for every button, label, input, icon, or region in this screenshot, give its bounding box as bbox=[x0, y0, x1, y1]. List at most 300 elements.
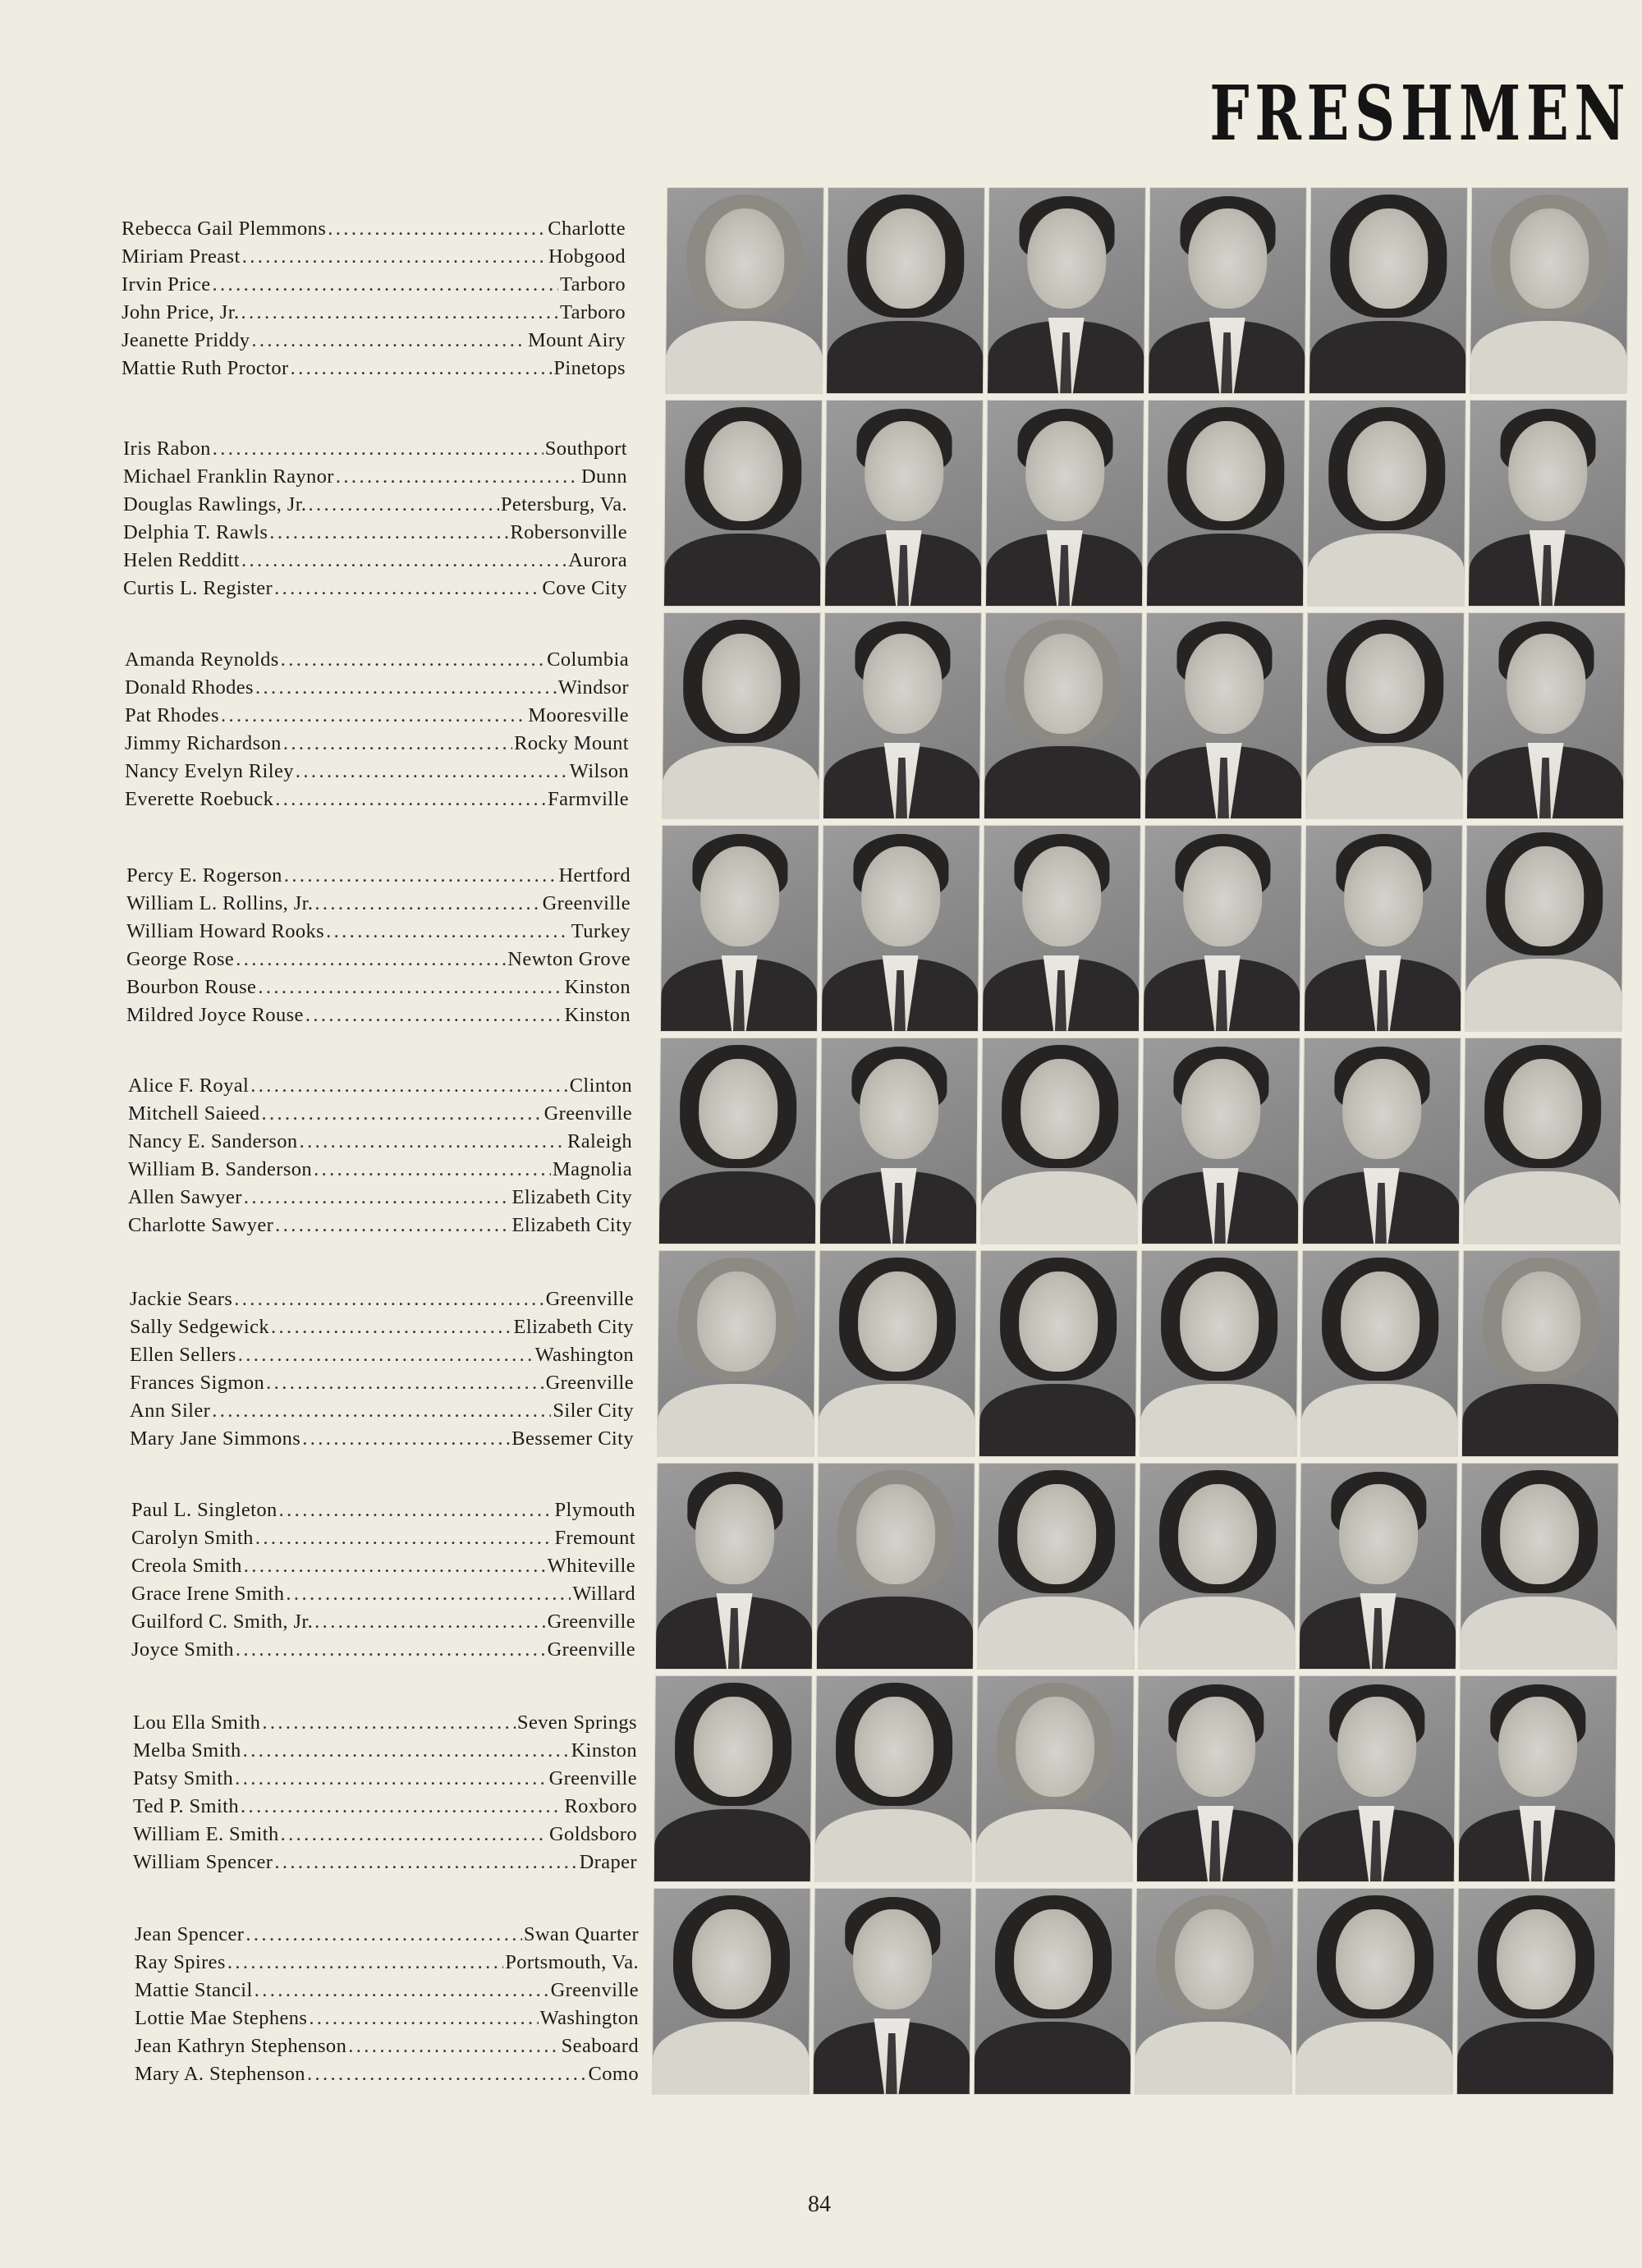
student-name: Irvin Price bbox=[122, 273, 211, 296]
name-entry bbox=[122, 327, 626, 355]
student-name: Paul L. Singleton bbox=[131, 1499, 277, 1521]
portrait-face bbox=[1507, 634, 1586, 734]
name-entry bbox=[133, 1793, 637, 1821]
name-entry bbox=[122, 299, 626, 327]
portrait-face bbox=[1342, 1059, 1422, 1159]
portrait-face bbox=[1346, 634, 1425, 734]
dot-leader bbox=[213, 435, 544, 463]
student-name: William Spencer bbox=[133, 1851, 273, 1873]
name-entry bbox=[126, 862, 631, 890]
portrait-photo bbox=[662, 612, 821, 819]
student-name: Mary Jane Simmons bbox=[130, 1427, 301, 1450]
name-entry bbox=[130, 1285, 634, 1313]
portrait-face bbox=[694, 1697, 773, 1797]
portrait-photo bbox=[1144, 612, 1304, 819]
name-entry bbox=[133, 1765, 637, 1793]
hometown: Columbia bbox=[547, 648, 629, 671]
name-entry bbox=[126, 946, 631, 974]
dot-leader bbox=[279, 1496, 553, 1524]
name-entry bbox=[131, 1496, 635, 1524]
portrait-shoulders bbox=[654, 1809, 811, 1882]
name-entry bbox=[131, 1580, 635, 1608]
hometown: Whiteville bbox=[547, 1555, 635, 1577]
portrait-shoulders bbox=[659, 1171, 816, 1244]
portrait-face bbox=[1027, 208, 1107, 309]
student-name: Ann Siler bbox=[130, 1400, 211, 1422]
student-name: Miriam Preast bbox=[122, 245, 241, 268]
hometown: Plymouth bbox=[554, 1499, 635, 1521]
portrait-face bbox=[855, 1697, 934, 1797]
name-entry bbox=[135, 1977, 639, 2005]
portrait-shoulders bbox=[981, 1171, 1138, 1244]
name-entry bbox=[122, 243, 626, 271]
portrait-face bbox=[866, 208, 946, 309]
portrait-face bbox=[692, 1909, 772, 2009]
portrait-face bbox=[1186, 421, 1266, 521]
portrait-photo bbox=[1307, 400, 1466, 607]
hometown: Seaboard bbox=[561, 2035, 639, 2057]
hometown: Draper bbox=[579, 1851, 637, 1873]
portrait-photo bbox=[1463, 1038, 1622, 1244]
hometown: Windsor bbox=[557, 676, 629, 699]
student-name: Nancy Evelyn Riley bbox=[125, 760, 294, 782]
dot-leader bbox=[266, 1369, 544, 1397]
student-name: William Howard Rooks bbox=[126, 920, 325, 942]
student-name: Joyce Smith bbox=[131, 1638, 234, 1661]
portrait-face bbox=[1024, 634, 1103, 734]
portrait-photo bbox=[654, 1675, 813, 1882]
hometown: Turkey bbox=[571, 920, 631, 942]
student-name: Mattie Ruth Proctor bbox=[122, 357, 289, 379]
portrait-shoulders bbox=[1296, 2022, 1453, 2095]
student-name: Carolyn Smith bbox=[131, 1527, 254, 1549]
hometown: Tarboro bbox=[560, 301, 626, 323]
name-entry bbox=[135, 1949, 639, 1977]
dot-leader bbox=[241, 1793, 562, 1821]
portrait-shoulders bbox=[1457, 2022, 1614, 2095]
name-entry bbox=[123, 519, 627, 547]
dot-leader bbox=[286, 1580, 571, 1608]
name-entry bbox=[131, 1552, 635, 1580]
portrait-photo bbox=[660, 825, 819, 1032]
dot-leader bbox=[308, 491, 498, 519]
student-name: Iris Rabon bbox=[123, 438, 211, 460]
portrait-shoulders bbox=[653, 2022, 810, 2095]
hometown: Como bbox=[588, 2063, 639, 2085]
name-entry bbox=[125, 786, 629, 813]
dot-leader bbox=[283, 730, 512, 758]
portrait-shoulders bbox=[1309, 321, 1466, 394]
student-name: Jimmy Richardson bbox=[125, 732, 282, 754]
name-group bbox=[130, 1285, 634, 1453]
student-name: Douglas Rawlings, Jr. bbox=[123, 493, 307, 515]
dot-leader bbox=[242, 243, 547, 271]
hometown: Kinston bbox=[571, 1739, 637, 1762]
student-name: Guilford C. Smith, Jr. bbox=[131, 1611, 314, 1633]
hometown: Raleigh bbox=[566, 1130, 632, 1152]
dot-leader bbox=[255, 1524, 553, 1552]
portrait-photo bbox=[1143, 825, 1302, 1032]
name-entry bbox=[123, 463, 627, 491]
hometown: Greenville bbox=[544, 1102, 632, 1125]
hometown: Clinton bbox=[569, 1074, 632, 1097]
portrait-photo bbox=[1146, 400, 1305, 607]
dot-leader bbox=[314, 1608, 545, 1636]
portrait-face bbox=[1508, 421, 1588, 521]
hometown: Hertford bbox=[558, 864, 631, 887]
portrait-shoulders bbox=[1301, 1384, 1458, 1457]
portrait-photo bbox=[814, 1675, 974, 1882]
dot-leader bbox=[258, 974, 562, 1001]
portrait-shoulders bbox=[666, 321, 823, 394]
dot-leader bbox=[262, 1709, 516, 1737]
portrait-face bbox=[1337, 1697, 1417, 1797]
portrait-face bbox=[1180, 1271, 1259, 1372]
page-number: 84 bbox=[808, 2192, 831, 2217]
portrait-photo bbox=[1466, 612, 1626, 819]
portrait-face bbox=[1022, 846, 1102, 946]
dot-leader bbox=[336, 463, 580, 491]
student-name: Donald Rhodes bbox=[125, 676, 254, 699]
portrait-face bbox=[853, 1909, 933, 2009]
name-group bbox=[128, 1072, 632, 1239]
name-entry bbox=[133, 1709, 637, 1737]
hometown: Roxboro bbox=[564, 1795, 637, 1817]
portrait-shoulders bbox=[1139, 1597, 1296, 1670]
dot-leader bbox=[227, 1949, 503, 1977]
hometown: Aurora bbox=[568, 549, 627, 571]
name-group bbox=[126, 862, 631, 1029]
hometown: Tarboro bbox=[560, 273, 626, 296]
student-name: William B. Sanderson bbox=[128, 1158, 313, 1180]
student-name: Delphia T. Rawls bbox=[123, 521, 268, 543]
student-name: Jeanette Priddy bbox=[122, 329, 250, 351]
student-name: Ray Spires bbox=[135, 1951, 226, 1973]
name-entry bbox=[128, 1184, 632, 1212]
portrait-face bbox=[1339, 1484, 1419, 1584]
student-name: Jean Spencer bbox=[135, 1923, 245, 1945]
dot-leader bbox=[291, 355, 553, 383]
dot-leader bbox=[221, 702, 526, 730]
name-entry bbox=[133, 1821, 637, 1849]
portrait-face bbox=[1505, 846, 1585, 946]
hometown: Greenville bbox=[547, 1611, 635, 1633]
portrait-face bbox=[1183, 846, 1263, 946]
name-entry bbox=[131, 1636, 635, 1664]
portrait-face bbox=[702, 634, 782, 734]
dot-leader bbox=[238, 1341, 534, 1369]
name-entry bbox=[130, 1341, 634, 1369]
portrait-photo bbox=[985, 400, 1144, 607]
name-entry bbox=[130, 1369, 634, 1397]
hometown: Washington bbox=[534, 1344, 634, 1366]
portrait-shoulders bbox=[815, 1809, 972, 1882]
dot-leader bbox=[236, 946, 506, 974]
name-group bbox=[123, 435, 627, 603]
dot-leader bbox=[328, 215, 546, 243]
portrait-photo bbox=[1309, 187, 1468, 394]
portrait-shoulders bbox=[975, 2022, 1131, 2095]
dot-leader bbox=[302, 1425, 510, 1453]
portrait-shoulders bbox=[1462, 1384, 1619, 1457]
student-name: Jackie Sears bbox=[130, 1288, 233, 1310]
portrait-photo bbox=[1141, 1038, 1300, 1244]
student-name: Michael Franklin Raynor bbox=[123, 465, 334, 488]
portrait-face bbox=[860, 1059, 939, 1159]
name-entry bbox=[125, 730, 629, 758]
portrait-shoulders bbox=[1465, 959, 1622, 1032]
portrait-photo bbox=[1136, 1675, 1296, 1882]
portrait-face bbox=[700, 846, 780, 946]
portrait-shoulders bbox=[819, 1384, 975, 1457]
portrait-photo bbox=[1299, 1463, 1458, 1670]
portrait-face bbox=[1019, 1271, 1098, 1372]
portrait-shoulders bbox=[827, 321, 984, 394]
dot-leader bbox=[255, 1977, 549, 2005]
dot-leader bbox=[234, 1285, 544, 1313]
name-entry bbox=[126, 918, 631, 946]
portrait-photo bbox=[977, 1463, 1136, 1670]
portrait-shoulders bbox=[976, 1809, 1133, 1882]
student-name: Allen Sawyer bbox=[128, 1186, 242, 1208]
student-name: Pat Rhodes bbox=[125, 704, 219, 726]
portrait-face bbox=[1349, 208, 1429, 309]
student-name: Helen Redditt bbox=[123, 549, 240, 571]
student-name: Melba Smith bbox=[133, 1739, 241, 1762]
portrait-shoulders bbox=[1470, 321, 1627, 394]
portrait-photo bbox=[982, 825, 1141, 1032]
hometown: Wilson bbox=[569, 760, 629, 782]
hometown: Petersburg, Va. bbox=[500, 493, 627, 515]
portrait-face bbox=[697, 1271, 777, 1372]
portrait-face bbox=[695, 1484, 775, 1584]
portrait-photo bbox=[1148, 187, 1307, 394]
portrait-photo bbox=[1296, 1888, 1455, 2095]
hometown: Elizabeth City bbox=[511, 1214, 632, 1236]
name-group bbox=[135, 1921, 639, 2088]
dot-leader bbox=[305, 1001, 563, 1029]
portrait-photo bbox=[818, 1250, 977, 1457]
name-entry bbox=[123, 491, 627, 519]
dot-leader bbox=[243, 1737, 570, 1765]
student-name: Mary A. Stephenson bbox=[135, 2063, 305, 2085]
student-name: Sally Sedgewick bbox=[130, 1316, 269, 1338]
student-name: George Rose bbox=[126, 948, 235, 970]
student-name: Curtis L. Register bbox=[123, 577, 273, 599]
portrait-shoulders bbox=[817, 1597, 974, 1670]
portrait-photo bbox=[1465, 825, 1624, 1032]
hometown: Mooresville bbox=[528, 704, 629, 726]
portrait-photo bbox=[826, 187, 985, 394]
name-entry bbox=[128, 1156, 632, 1184]
student-name: Alice F. Royal bbox=[128, 1074, 250, 1097]
dot-leader bbox=[261, 1100, 542, 1128]
name-entry bbox=[126, 974, 631, 1001]
dot-leader bbox=[275, 786, 546, 813]
portrait-photo bbox=[1468, 400, 1627, 607]
portrait-face bbox=[1503, 1059, 1583, 1159]
dot-leader bbox=[296, 758, 568, 786]
dot-leader bbox=[250, 1072, 567, 1100]
portrait-shoulders bbox=[978, 1597, 1135, 1670]
hometown: Dunn bbox=[580, 465, 627, 488]
portrait-face bbox=[1175, 1909, 1254, 2009]
hometown: Greenville bbox=[550, 1979, 639, 2001]
student-name: Lottie Mae Stephens bbox=[135, 2007, 308, 2029]
name-entry bbox=[125, 758, 629, 786]
hometown: Newton Grove bbox=[507, 948, 631, 970]
portrait-photo bbox=[821, 825, 980, 1032]
portrait-shoulders bbox=[979, 1384, 1136, 1457]
portrait-face bbox=[1185, 634, 1264, 734]
portrait-face bbox=[1500, 1484, 1580, 1584]
dot-leader bbox=[281, 1821, 548, 1849]
dot-leader bbox=[274, 575, 540, 603]
dot-leader bbox=[300, 1128, 566, 1156]
portrait-photo bbox=[824, 400, 984, 607]
portrait-face bbox=[1188, 208, 1268, 309]
name-entry bbox=[125, 646, 629, 674]
dot-leader bbox=[269, 519, 508, 547]
name-entry bbox=[123, 547, 627, 575]
portrait-photo bbox=[1138, 1463, 1297, 1670]
name-entry bbox=[128, 1072, 632, 1100]
name-entry bbox=[123, 435, 627, 463]
portrait-face bbox=[1498, 1697, 1578, 1797]
portrait-photo bbox=[1460, 1463, 1619, 1670]
student-name: Charlotte Sawyer bbox=[128, 1214, 274, 1236]
hometown: Washington bbox=[539, 2007, 639, 2029]
dot-leader bbox=[241, 547, 566, 575]
hometown: Charlotte bbox=[548, 218, 626, 240]
student-name: William E. Smith bbox=[133, 1823, 279, 1845]
dot-leader bbox=[235, 1765, 547, 1793]
dot-leader bbox=[281, 646, 545, 674]
student-name: Mattie Stancil bbox=[135, 1979, 253, 2001]
portrait-photo bbox=[658, 1038, 818, 1244]
name-entry bbox=[135, 1921, 639, 1949]
name-entry bbox=[128, 1128, 632, 1156]
portrait-face bbox=[699, 1059, 778, 1159]
name-entry bbox=[128, 1212, 632, 1239]
portrait-photo bbox=[980, 1038, 1140, 1244]
portrait-photo bbox=[657, 1250, 816, 1457]
student-name: John Price, Jr. bbox=[122, 301, 240, 323]
hometown: Rocky Mount bbox=[514, 732, 629, 754]
portrait-face bbox=[1181, 1059, 1261, 1159]
portrait-photo bbox=[1305, 612, 1465, 819]
student-name: Bourbon Rouse bbox=[126, 976, 257, 998]
student-name: Percy E. Rogerson bbox=[126, 864, 282, 887]
hometown: Greenville bbox=[548, 1767, 637, 1789]
student-name: Mildred Joyce Rouse bbox=[126, 1004, 304, 1026]
student-name: Jean Kathryn Stephenson bbox=[135, 2035, 347, 2057]
portrait-shoulders bbox=[1464, 1171, 1621, 1244]
name-entry bbox=[123, 575, 627, 603]
portrait-face bbox=[705, 208, 785, 309]
portrait-photo bbox=[823, 612, 982, 819]
portrait-shoulders bbox=[1461, 1597, 1617, 1670]
hometown: Kinston bbox=[564, 1004, 631, 1026]
portrait-face bbox=[858, 1271, 938, 1372]
hometown: Swan Quarter bbox=[523, 1923, 639, 1945]
portrait-shoulders bbox=[1147, 534, 1304, 607]
portrait-photo bbox=[1140, 1250, 1299, 1457]
hometown: Mount Airy bbox=[527, 329, 626, 351]
portrait-face bbox=[1176, 1697, 1256, 1797]
name-entry bbox=[135, 2005, 639, 2032]
portrait-photo bbox=[1304, 825, 1463, 1032]
portrait-photo bbox=[663, 400, 823, 607]
dot-leader bbox=[244, 1552, 546, 1580]
hometown: Seven Springs bbox=[516, 1711, 637, 1734]
dot-leader bbox=[271, 1313, 512, 1341]
portrait-face bbox=[1016, 1697, 1095, 1797]
dot-leader bbox=[212, 1397, 551, 1425]
dot-leader bbox=[255, 674, 557, 702]
portrait-shoulders bbox=[658, 1384, 814, 1457]
hometown: Farmville bbox=[548, 788, 629, 810]
portrait-face bbox=[1497, 1909, 1576, 2009]
dot-leader bbox=[241, 299, 558, 327]
name-entry bbox=[133, 1737, 637, 1765]
portrait-shoulders bbox=[664, 534, 821, 607]
hometown: Elizabeth City bbox=[511, 1186, 632, 1208]
student-name: Grace Irene Smith bbox=[131, 1583, 285, 1605]
dot-leader bbox=[213, 271, 559, 299]
name-group bbox=[131, 1496, 635, 1664]
student-name: William L. Rollins, Jr. bbox=[126, 892, 314, 914]
dot-leader bbox=[284, 862, 557, 890]
student-name: Ellen Sellers bbox=[130, 1344, 236, 1366]
name-group bbox=[125, 646, 629, 813]
hometown: Pinetops bbox=[553, 357, 626, 379]
portrait-photo bbox=[655, 1463, 814, 1670]
student-name: Frances Sigmon bbox=[130, 1372, 265, 1394]
portrait-face bbox=[1344, 846, 1424, 946]
portrait-photo bbox=[816, 1463, 975, 1670]
dot-leader bbox=[314, 890, 540, 918]
portrait-photo bbox=[1461, 1250, 1621, 1457]
portrait-face bbox=[1341, 1271, 1420, 1372]
portrait-photo bbox=[1302, 1038, 1461, 1244]
portrait-photo bbox=[652, 1888, 811, 2095]
portrait-photo bbox=[979, 1250, 1138, 1457]
student-name: Amanda Reynolds bbox=[125, 648, 279, 671]
student-name: Creola Smith bbox=[131, 1555, 242, 1577]
name-group bbox=[133, 1709, 637, 1876]
name-group bbox=[122, 215, 626, 383]
portrait-photo bbox=[1135, 1888, 1294, 2095]
portrait-face bbox=[861, 846, 941, 946]
portrait-photo bbox=[665, 187, 824, 394]
portrait-photo bbox=[819, 1038, 979, 1244]
dot-leader bbox=[314, 1156, 551, 1184]
hometown: Southport bbox=[544, 438, 627, 460]
portrait-face bbox=[863, 634, 943, 734]
portrait-photo bbox=[1297, 1675, 1456, 1882]
dot-leader bbox=[309, 2005, 538, 2032]
portrait-photo bbox=[987, 187, 1146, 394]
portrait-face bbox=[1021, 1059, 1100, 1159]
hometown: Kinston bbox=[564, 976, 631, 998]
portrait-photo bbox=[984, 612, 1143, 819]
portrait-shoulders bbox=[1308, 534, 1465, 607]
hometown: Greenville bbox=[545, 1288, 634, 1310]
dot-leader bbox=[251, 327, 526, 355]
portrait-photo bbox=[813, 1888, 972, 2095]
portrait-shoulders bbox=[663, 746, 819, 819]
